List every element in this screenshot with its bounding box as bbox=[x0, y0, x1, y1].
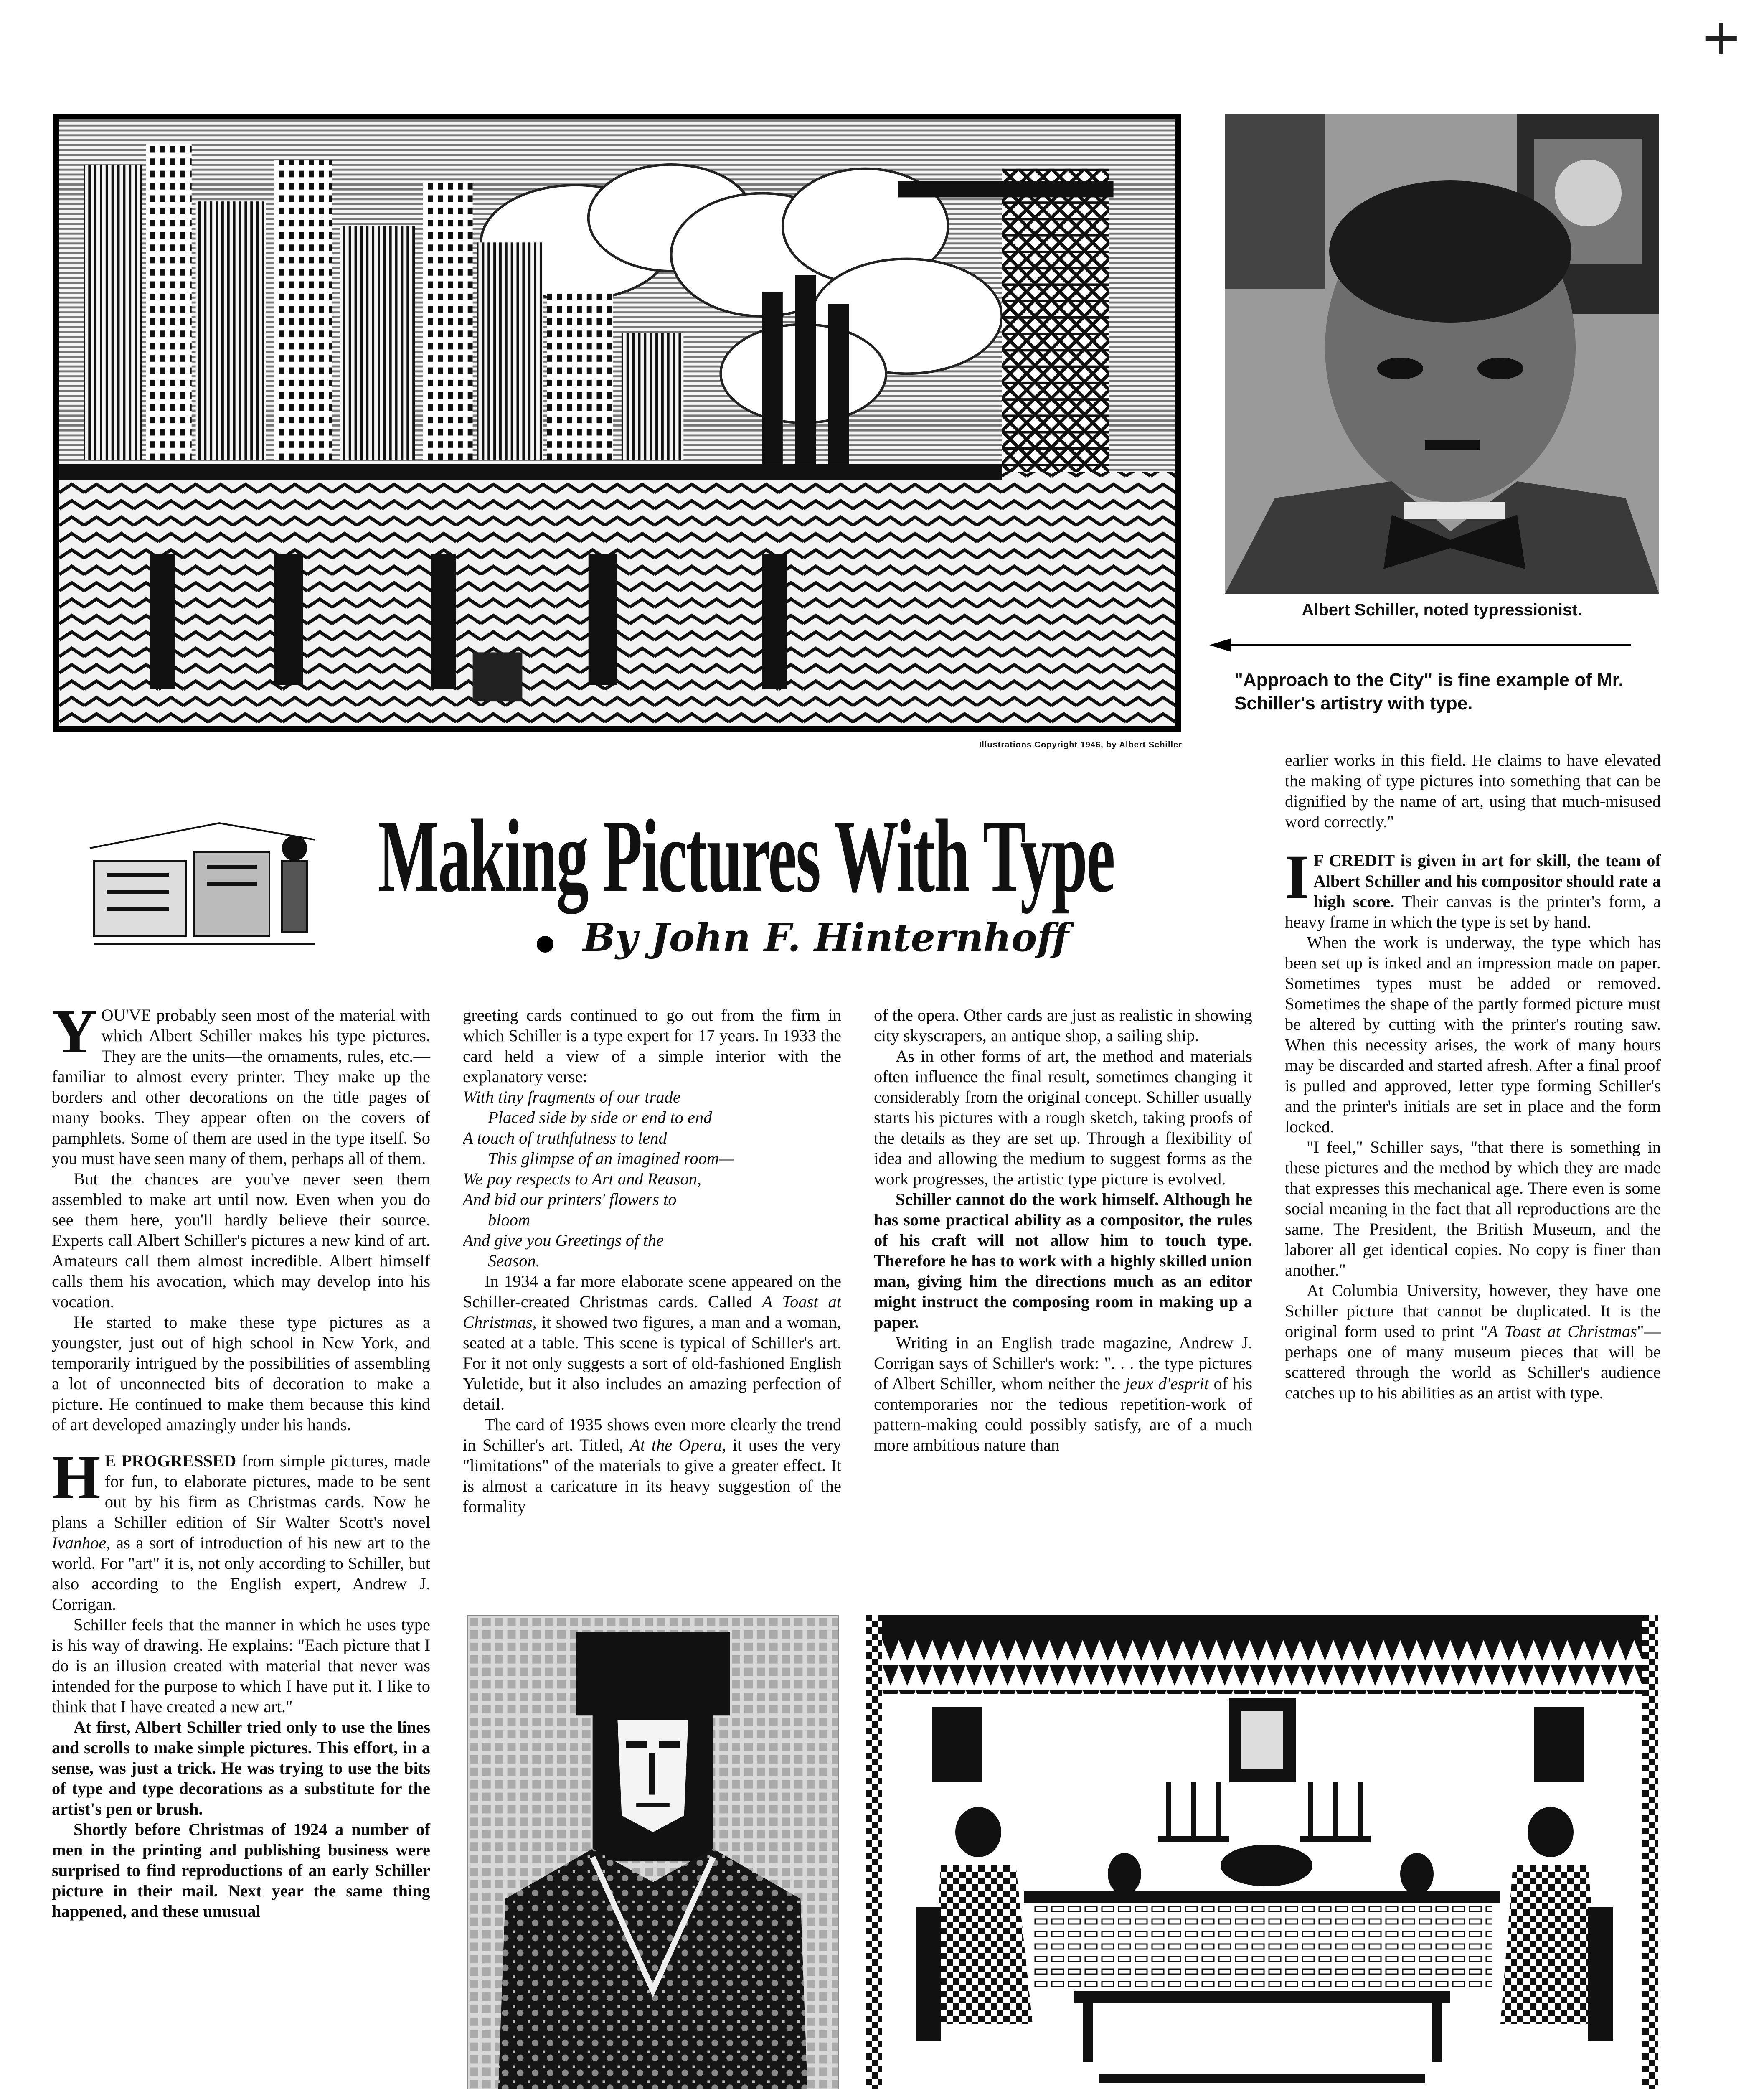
portrait-image bbox=[1225, 114, 1659, 594]
toast-at-christmas-illustration bbox=[866, 1615, 1658, 2089]
verse-line: We pay respects to Art and Reason, bbox=[463, 1169, 702, 1188]
verse-line: Placed side by side or end to end bbox=[488, 1108, 712, 1127]
article-paragraph: I F CREDIT is given in art for skill, the team of Albert Schiller and his compositor should rate a high score. Their canvas is the printer's form, a heavy frame in which the type is set by hand. bbox=[1285, 842, 1661, 931]
article-column-3 bbox=[874, 1005, 1252, 1604]
byline-bullet-icon bbox=[537, 936, 553, 953]
article-paragraph: "I feel," Schiller says, "that there is something in these pictures and the method by which they are made that expresses this mechanical age. There even is some social meaning in the fact that all reproductions are the same. The President, the British Museum, and the laborer all get identical copies. No copy is finer than another." bbox=[1285, 1138, 1661, 1279]
article-paragraph: At first, Albert Schiller tried only to use the lines and scrolls to make simple pictures. This effort, in a sense, was just a trick. He was trying to use the bits of type and type decorations as a substitute for the artist's pen or brush. bbox=[52, 1718, 430, 1818]
article-paragraph: He started to make these type pictures as a youngster, just out of high school in New York, and temporarily intrigued by the possibilities of assembling a lot of unconnected bits of decoration to make a picture. He continued to make them because this kind of art developed amazingly under his hands. bbox=[52, 1313, 430, 1434]
article-paragraph: greeting cards continued to go out from the firm in which Schiller is a type expert for 17 years. In 1933 the card held a view of a simple interior with the explanatory verse: bbox=[463, 1006, 841, 1086]
article-paragraph: In 1934 a far more elaborate scene appeared on the Schiller-created Christmas cards. Called A Toast at Christmas, it showed two figures, a man and a woman, seated at a table. This scene is typical of Schiller's art. For it not only suggests a sort of old-fashioned English Yuletide, but it also includes an amazing perfection of detail. bbox=[463, 1272, 841, 1413]
mandarin-illustration bbox=[467, 1615, 839, 2089]
article-paragraph: H E PROGRESSED from simple pictures, made for fun, to elaborate pictures, made to be sent out by his firm as Christmas cards. Now he plans a Schiller edition of Sir Walter Scott's novel Ivanhoe, as a sort of introduction of his new art to the world. For "art" it is, not only according to Schiller, but also according to the English expert, Andrew J. Corrigan. bbox=[52, 1443, 430, 1614]
article-paragraph: Schiller cannot do the work himself. Although he has some practical ability as a compositor, the rules of his craft will not allow him to touch type. Therefore he has to work with a highly skilled union man, giving him the directions much as an editor might instruct the composing room in making up a paper. bbox=[874, 1190, 1252, 1332]
article-paragraph: earlier works in this field. He claims to have elevated the making of type pictures into something that can be dignified by the name of art, using that much-misused word correctly." bbox=[1285, 751, 1661, 831]
article-paragraph: But the chances are you've never seen them assembled to make art until now. Even when you do see them here, you'll hardly believe their source. Experts call Albert Schiller's pictures a new kind of art. Amateurs call them almost incredible. Albert himself calls them his avocation, which may develop into his vocation. bbox=[52, 1169, 430, 1311]
city-type-picture bbox=[59, 119, 1175, 726]
article-paragraph: At Columbia University, however, they have one Schiller picture that cannot be duplicated. It is the original form used to print "A Toast at Christmas"—perhaps one of many museum pieces that will be scattered through the world as Schiller's audience catches up to his abilities as an artist with type. bbox=[1285, 1281, 1661, 1402]
registration-mark: + bbox=[1700, 8, 1742, 66]
article-paragraph: of the opera. Other cards are just as realistic in showing city skyscrapers, an antique shop, a sailing ship. bbox=[874, 1006, 1252, 1045]
arrow-left-icon bbox=[1209, 636, 1631, 653]
verse-line: A touch of truthfulness to lend bbox=[463, 1128, 667, 1147]
illustration-credit: Illustrations Copyright 1946, by Albert Schiller bbox=[979, 740, 1182, 750]
article-paragraph: Schiller feels that the manner in which he uses type is his way of drawing. He explains: "Each picture that I do is an illusion created with material that never was intended for the purpose to which I have put it. I like to think that I have created a new art." bbox=[52, 1615, 430, 1716]
article-paragraph: The card of 1935 shows even more clearly the trend in Schiller's art. Titled, At the Opera, it uses the very "limitations" of the materials to give a greater effect. It is almost a caricature in its heavy suggestion of the formality bbox=[463, 1415, 841, 1516]
verse-line: bloom bbox=[488, 1210, 530, 1229]
byline: By John F. Hinternhoff bbox=[583, 915, 1069, 960]
printer-vignette-illustration bbox=[81, 798, 328, 950]
approach-to-the-city-illustration bbox=[53, 114, 1181, 732]
verse-line: Season. bbox=[488, 1251, 540, 1270]
article-column-2 bbox=[463, 1005, 841, 1604]
approach-caption: "Approach to the City" is fine example of Mr. Schiller's artistry with type. bbox=[1234, 670, 1624, 714]
article-column-1 bbox=[52, 997, 430, 1921]
page-title: Making Pictures With Type bbox=[378, 798, 1114, 914]
verse-line: And give you Greetings of the bbox=[463, 1231, 664, 1250]
verse-line: This glimpse of an imagined room— bbox=[488, 1149, 734, 1168]
christmas-card-verse bbox=[463, 1087, 841, 1271]
article-column-4 bbox=[1285, 750, 1661, 1602]
verse-line: With tiny fragments of our trade bbox=[463, 1088, 680, 1106]
article-paragraph: Shortly before Christmas of 1924 a number of men in the printing and publishing business were surprised to find reproductions of an early Schiller picture in their mail. Next year the same thing happened, and these unusual bbox=[52, 1820, 430, 1921]
article-paragraph: YOU'VE probably seen most of the material with which Albert Schiller makes his type pictures. They are the units—the ornaments, rules, etc.—familiar to almost every printer. They make up the borders and other decorations on the title pages of many books. They appear often on the covers of pamphlets. Some of them are used in the type itself. So you must have seen many of them, perhaps all of them. bbox=[52, 997, 430, 1168]
albert-schiller-portrait bbox=[1225, 114, 1659, 594]
article-paragraph: As in other forms of art, the method and materials often influence the final result, sometimes changing it considerably from the original concept. Schiller usually starts his pictures with a rough sketch, taking proofs of the details as they are set up. Through a flexibility of idea and allowing the medium to suggest forms as the work progresses, the artistic type picture is evolved. bbox=[874, 1047, 1252, 1188]
verse-line: And bid our printers' flowers to bbox=[463, 1190, 677, 1209]
article-paragraph: When the work is underway, the type which has been set up is inked and an impression made on paper. Sometimes types must be added or removed. Sometimes the shape of the partly formed picture must be altered by cutting with the printer's routing saw. When this necessity arises, the work of many hours may be discarded and started afresh. After a final proof is pulled and approved, letter type forming Schiller's and the printer's initials are set in place and the form locked. bbox=[1285, 933, 1661, 1136]
portrait-caption: Albert Schiller, noted typressionist. bbox=[1302, 601, 1582, 619]
article-paragraph: Writing in an English trade magazine, Andrew J. Corrigan says of Schiller's work: ". . . the type pictures of Albert Schiller, whom neither the jeux d'esprit of his contemporaries nor the tedious repetition-work of pattern-making could possibly satisfy, are of a much more ambitious nature than bbox=[874, 1333, 1252, 1454]
